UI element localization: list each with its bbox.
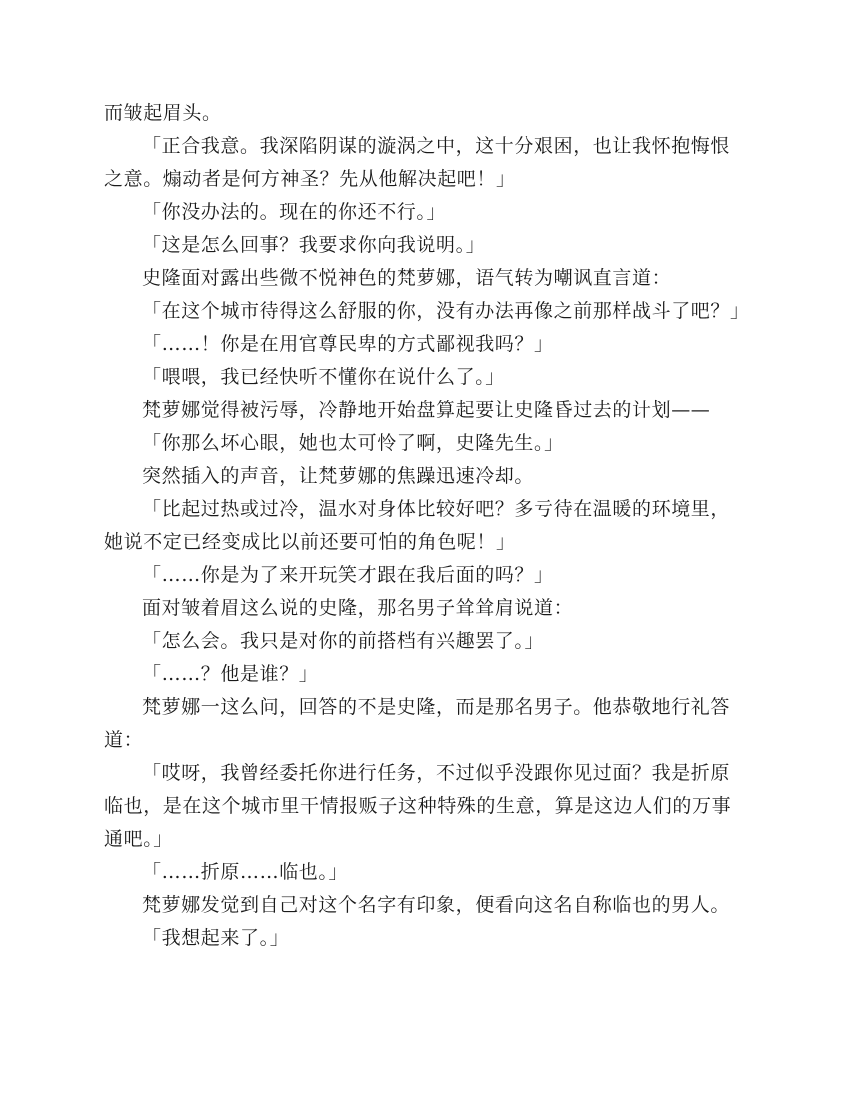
- paragraph: 「……！你是在用官尊民卑的方式鄙视我吗？」: [142, 333, 554, 355]
- paragraph: 面对皱着眉这么说的史隆，那名男子耸耸肩说道：: [142, 597, 574, 619]
- paragraph: 「……折原……临也。」: [142, 861, 349, 883]
- paragraph: 「……？他是谁？」: [142, 663, 319, 685]
- paragraph: 「比起过热或过冷，温水对身体比较好吧？多亏待在温暖的环境里，她说不定已经变成比以前还要可怕的角色呢！」: [104, 498, 731, 553]
- paragraph: 「……你是为了来开玩笑才跟在我后面的吗？」: [142, 564, 554, 586]
- paragraph: 「喂喂，我已经快听不懂你在说什么了。」: [142, 366, 505, 388]
- paragraph: 史隆面对露出些微不悦神色的梵萝娜，语气转为嘲讽直言道：: [142, 267, 672, 289]
- paragraph: 梵萝娜觉得被污辱，冷静地开始盘算起要让史隆昏过去的计划——: [142, 399, 711, 421]
- paragraph: 梵萝娜一这么问，回答的不是史隆，而是那名男子。他恭敬地行礼答道：: [104, 696, 731, 751]
- body-text: [104, 97, 750, 955]
- paragraph: 而皱起眉头。: [104, 102, 222, 124]
- paragraph: 梵萝娜发觉到自己对这个名字有印象，便看向这名自称临也的男人。: [142, 894, 731, 916]
- paragraph: 「我想起来了。」: [142, 927, 290, 949]
- paragraph: 「怎么会。我只是对你的前搭档有兴趣罢了。」: [142, 630, 545, 652]
- paragraph: 「在这个城市待得这么舒服的你，没有办法再像之前那样战斗了吧？」: [142, 300, 750, 322]
- paragraph: 突然插入的声音，让梵萝娜的焦躁迅速冷却。: [142, 465, 535, 487]
- paragraph: 「你那么坏心眼，她也太可怜了啊，史隆先生。」: [142, 432, 564, 454]
- paragraph: 「哎呀，我曾经委托你进行任务，不过似乎没跟你见过面？我是折原临也，是在这个城市里干情报贩子这种特殊的生意，算是这边人们的万事通吧。」: [104, 762, 732, 850]
- paragraph: 「你没办法的。现在的你还不行。」: [142, 201, 447, 223]
- paragraph: 「正合我意。我深陷阴谋的漩涡之中，这十分艰困，也让我怀抱悔恨之意。煽动者是何方神圣？先从他解决起吧！」: [104, 135, 731, 190]
- paragraph: 「这是怎么回事？我要求你向我说明。」: [142, 234, 486, 256]
